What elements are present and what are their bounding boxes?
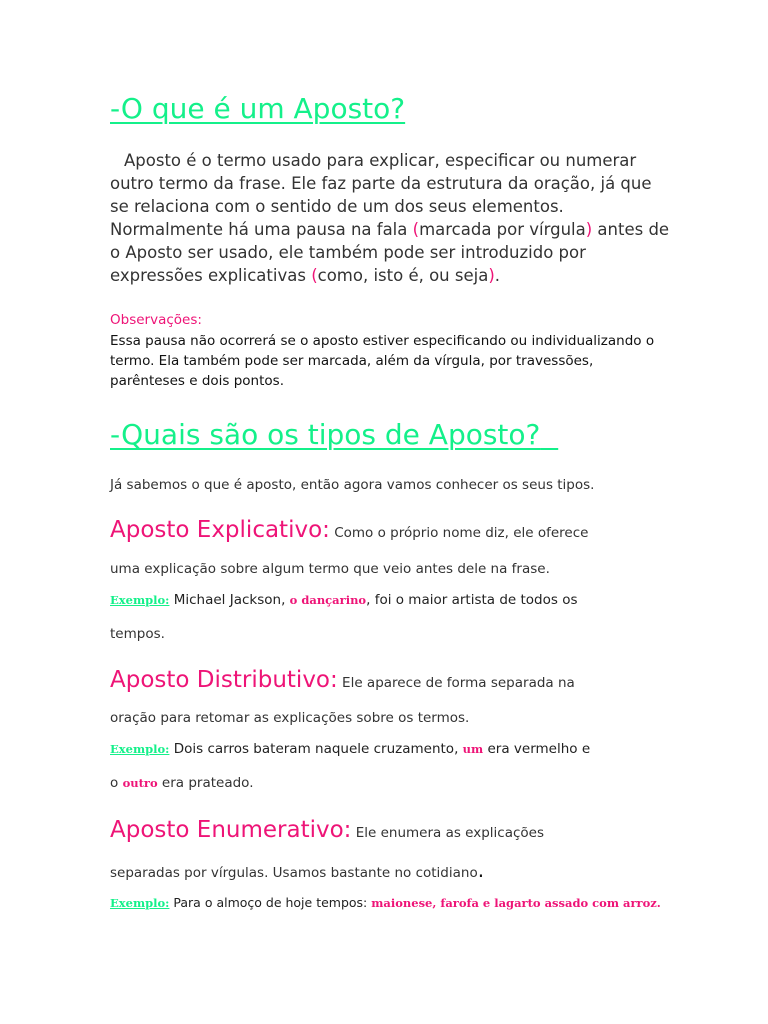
enumerativo-example-highlight: maionese, farofa e lagarto assado com arroz. — [371, 896, 661, 910]
distributivo-example-line — [110, 741, 590, 757]
distributivo-example-text-4: era prateado. — [157, 775, 254, 791]
intro-paren-open-1: ( — [412, 220, 420, 239]
intro-paren-close-2: ) — [488, 266, 495, 285]
intro-paren-open-2: ( — [311, 266, 318, 285]
intro-text-5: . — [494, 266, 501, 285]
explicativo-title: Aposto Explicativo: — [110, 517, 330, 543]
intro-paren-close-1: ) — [585, 220, 593, 239]
distributivo-example-highlight-1: um — [462, 742, 484, 756]
explicativo-example-text-3: tempos. — [110, 626, 165, 642]
enumerativo-example-text-1: Para o almoço de hoje tempos: — [169, 895, 372, 910]
explicativo-example-text-2: , foi o maior artista de todos os — [366, 592, 578, 608]
intro-text-1: Aposto é o termo usado para explicar, especificar ou numerar outro termo da frase. Ele faz parte da estrutura da oração, já que se relaciona com o sentido de um dos seus elementos. Normalmente há uma pausa na fala — [110, 151, 652, 239]
distributivo-example-text-1: Dois carros bateram naquele cruzamento, — [169, 741, 463, 757]
intro-text-4: como, isto é, ou seja — [317, 266, 489, 285]
explicativo-desc-2: uma explicação sobre algum termo que veio antes dele na frase. — [110, 561, 550, 577]
explicativo-example-highlight: o dançarino — [289, 593, 367, 607]
observations-body: Essa pausa não ocorrerá se o aposto estiver especificando ou individualizando o termo. Ela também pode ser marcada, além da vírgula, por travessões, parênteses e dois pontos. — [110, 333, 655, 389]
distributivo-title: Aposto Distributivo: — [110, 667, 338, 693]
enumerativo-desc-2: separadas por vírgulas. Usamos bastante no cotidiano — [110, 865, 478, 881]
enumerativo-title: Aposto Enumerativo: — [110, 817, 352, 843]
intro-text-3: antes de o Aposto ser usado, ele também pode ser introduzido por expressões explicativas — [110, 220, 670, 285]
enumerativo-example-line — [110, 895, 661, 911]
enumerativo-desc-2-line — [110, 858, 484, 882]
heading-types-of-aposto — [110, 418, 558, 451]
explicativo-example-line — [110, 592, 578, 608]
types-intro: Já sabemos o que é aposto, então agora vamos conhecer os seus tipos. — [110, 477, 595, 493]
enumerativo-example-label: Exemplo: — [110, 896, 170, 910]
distributivo-example-text-3: o — [110, 775, 123, 791]
explicativo-desc-1: Como o próprio nome diz, ele oferece — [329, 525, 589, 541]
intro-text-2: marcada por vírgula — [419, 220, 586, 239]
distributivo-example-label: Exemplo: — [110, 742, 170, 756]
distributivo-example-line-2 — [110, 775, 254, 791]
enumerativo-desc-1: Ele enumera as explicações — [351, 825, 545, 841]
explicativo-example-label: Exemplo: — [110, 593, 170, 607]
enumerativo-desc-dot: . — [477, 858, 485, 882]
intro-paragraph — [110, 149, 670, 287]
heading-what-is-aposto: -O que é um Aposto? — [110, 92, 406, 125]
explicativo-example-text-1: Michael Jackson, — [169, 592, 290, 608]
distributivo-example-highlight-2: outro — [122, 776, 158, 790]
distributivo-desc-1: Ele aparece de forma separada na — [337, 675, 575, 691]
heading-types-text: -Quais são os tipos de Aposto? — [110, 418, 541, 451]
explicativo-heading-line — [110, 517, 588, 543]
observations-title: Observações: — [110, 312, 202, 328]
distributivo-desc-2: oração para retomar as explicações sobre os termos. — [110, 710, 470, 726]
distributivo-example-text-2: era vermelho e — [483, 741, 591, 757]
enumerativo-heading-line — [110, 817, 544, 843]
distributivo-heading-line — [110, 667, 575, 693]
